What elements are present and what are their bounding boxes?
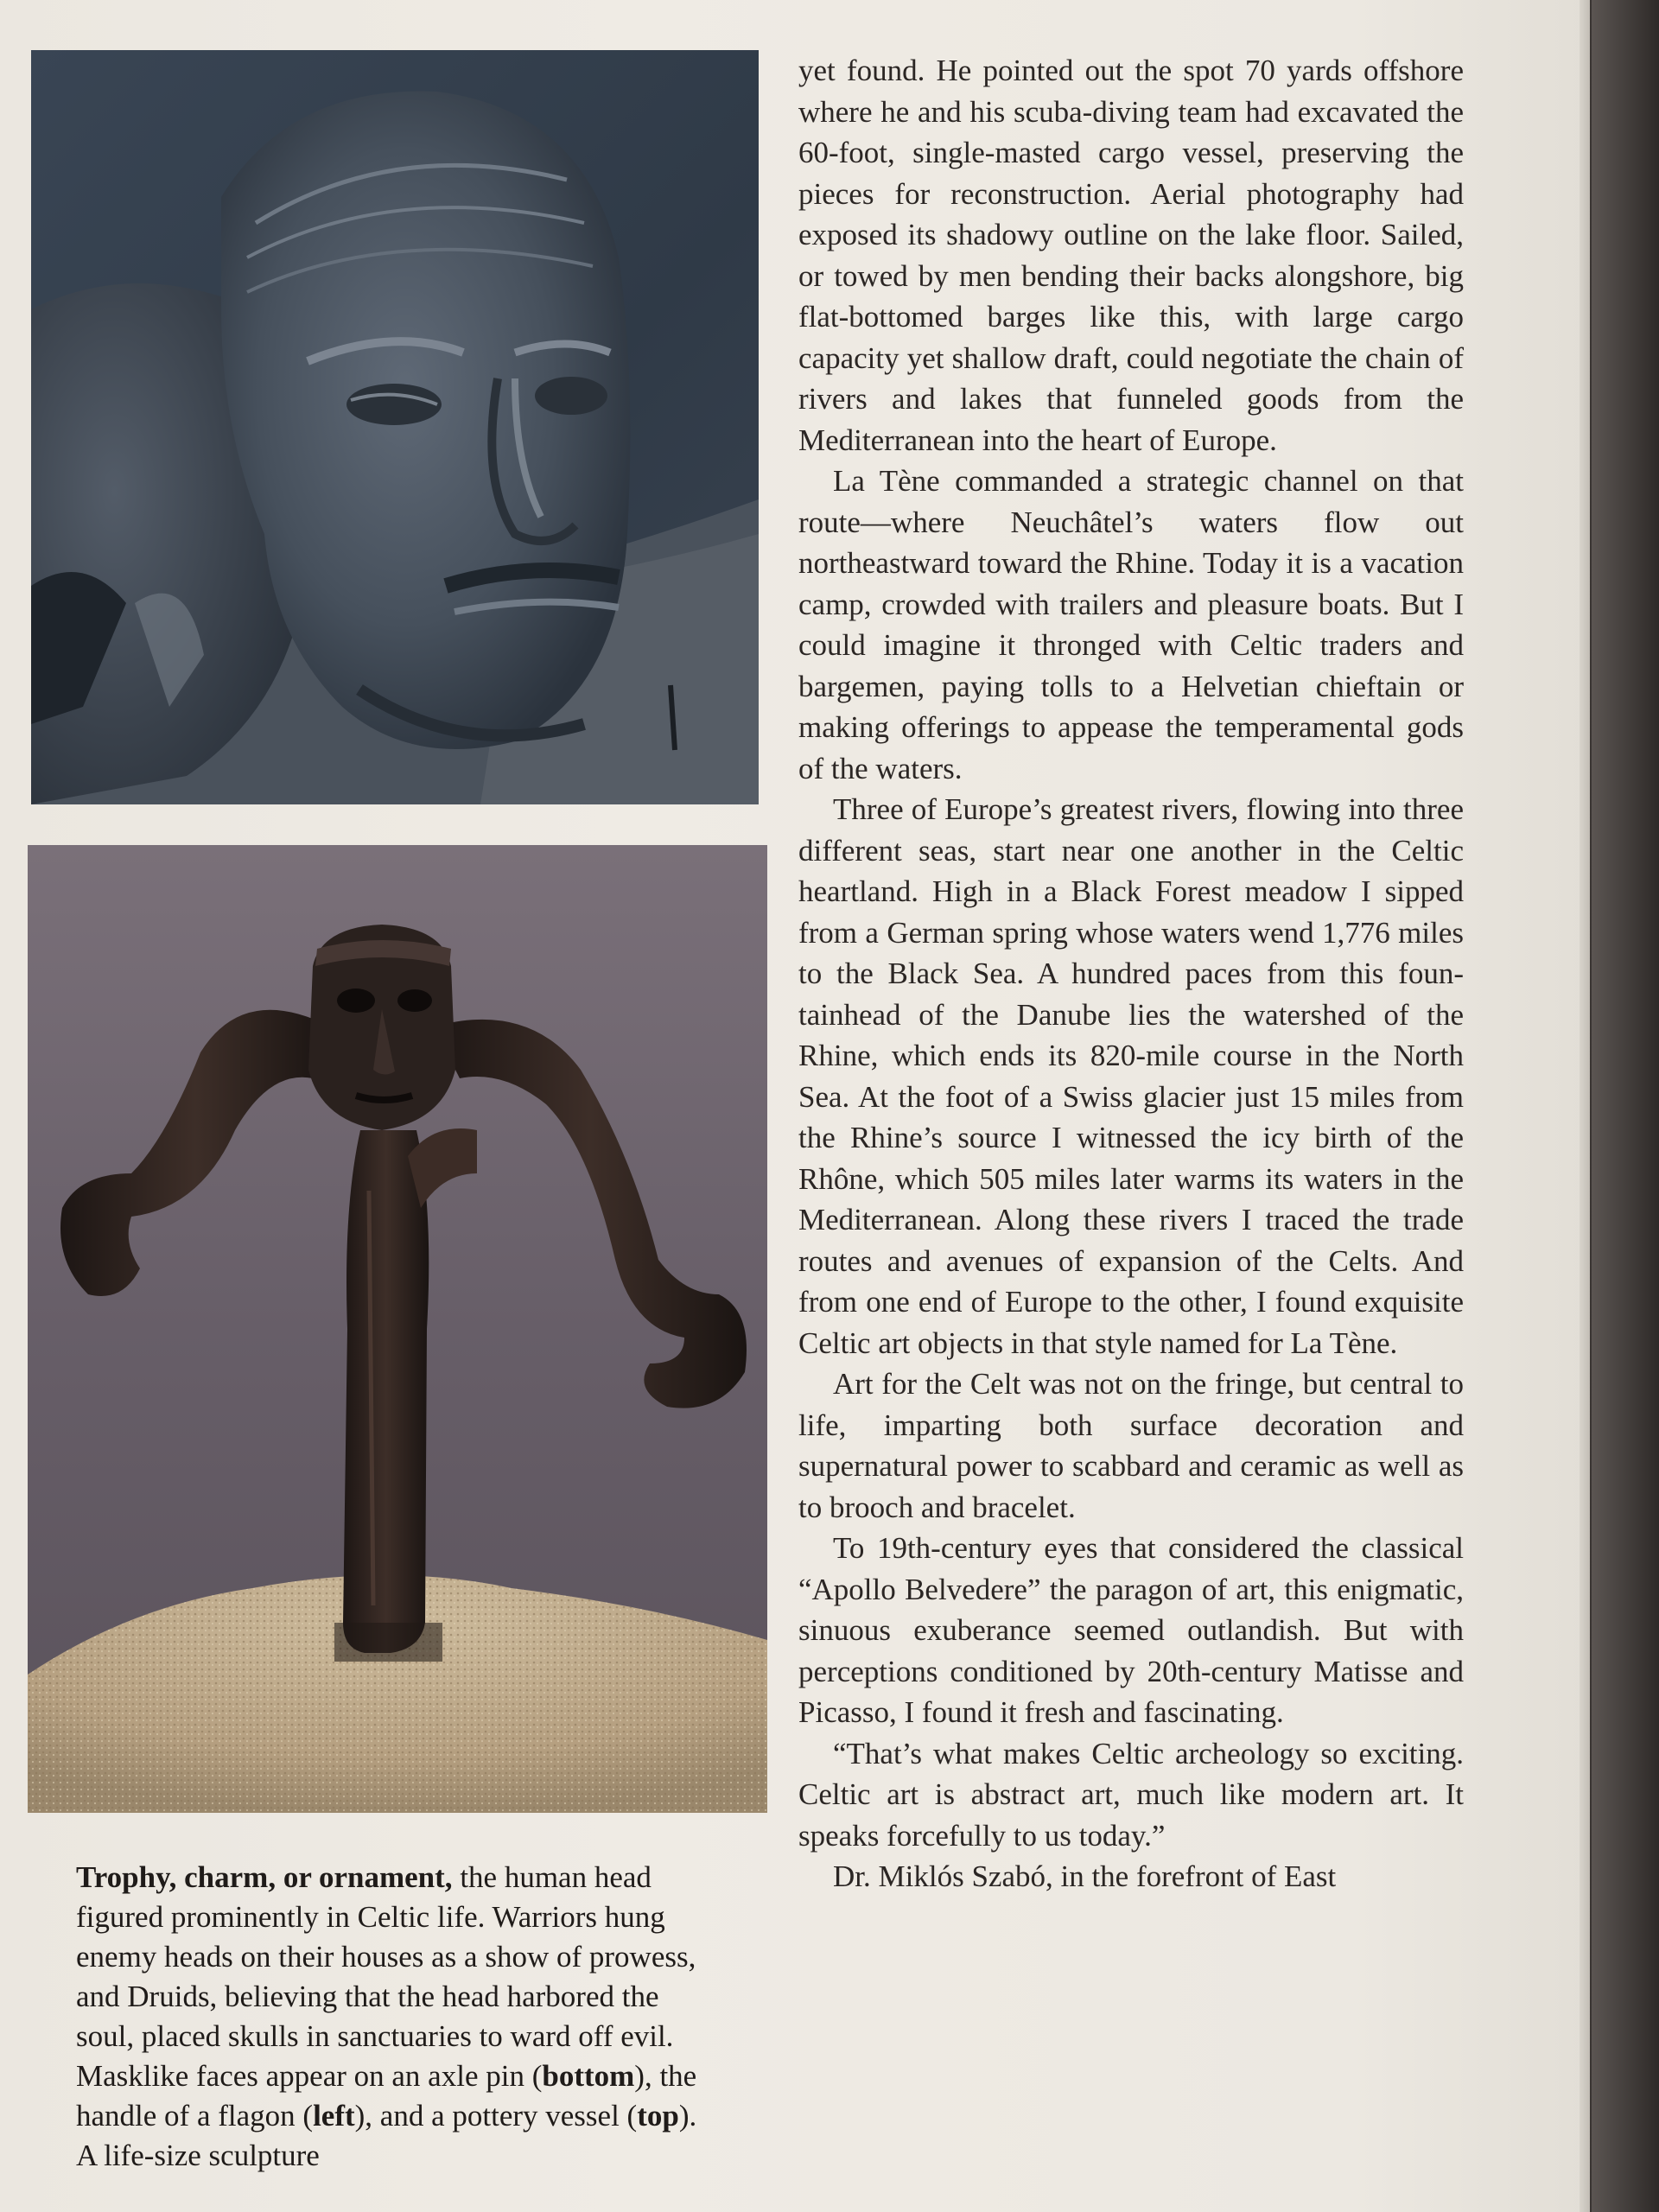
- stone-head-photo: [31, 50, 759, 804]
- axle-pin-illustration: [28, 845, 767, 1813]
- caption-segment: ), and a pottery vessel (: [354, 2099, 638, 2133]
- axle-pin-photo: [28, 845, 767, 1813]
- article-paragraph: Art for the Celt was not on the fringe, but central to life, imparting both surface decoration and supernatural power to scabbard and ceramic as well as to brooch and bracelet.: [798, 1367, 1464, 1524]
- caption-text: [76, 1858, 698, 2176]
- caption-segment: ). A life-size sculpture: [76, 2099, 697, 2172]
- article-paragraph: La Tène commanded a strategic channel on that route—where Neuchâtel’s waters flow out northeastward toward the Rhine. Today it is a vacation camp, crowded with trailers and pleasure boats. But I could imagine it thronged with Celtic traders and bargemen, paying tolls to a Helvetian chieftain or making offerings to appease the temperamental gods of the waters.: [798, 464, 1464, 785]
- caption-segment: ), the handle of a flagon (: [76, 2059, 697, 2133]
- caption-ref-bottom: bottom: [542, 2059, 635, 2093]
- article-body: [798, 50, 1464, 1897]
- article-paragraph: “That’s what makes Celtic archeology so exciting. Celtic art is abstract art, much like modern art. It speaks forcefully to us today.”: [798, 1736, 1464, 1853]
- caption-segment: the human head figured prominently in Celtic life. Warriors hung enemy heads on their houses as a show of prowess, and Druids, believing that the head harbored the soul, placed skulls in sanctuaries to ward off evil. Masklike faces appear on an axle pin (: [76, 1860, 696, 2093]
- page-edge: [1580, 0, 1590, 2212]
- article-paragraph: Dr. Miklós Szabó, in the forefront of East: [833, 1859, 1337, 1893]
- photo-caption: [76, 1858, 698, 2176]
- article-paragraph: Three of Europe’s greatest rivers, flowing into three different seas, start near one another in the Celtic heartland. High in a Black Forest meadow I sipped from a German spring whose waters wend 1,776 miles to the Black Sea. A hundred paces from this fountainhead of the Danube lies the watershed of the Rhine, which ends its 820-mile course in the North Sea. At the foot of a Swiss glacier just 15 miles from the Rhine’s source I witnessed the icy birth of the Rhône, which 505 miles later warms its waters in the Mediterranean. Along these rivers I traced the trade routes and avenues of expansion of the Celts. And from one end of Europe to the other, I found exquisite Celtic art objects in that style named for La Tène.: [798, 792, 1464, 1360]
- article-paragraph: To 19th-century eyes that considered the classical “Apollo Belvedere” the paragon of art, this enigmatic, sinuous exuberance seemed outlandish. But with perceptions conditioned by 20th-century Matisse and Picasso, I found it fresh and fascinating.: [798, 1531, 1464, 1729]
- caption-ref-left: left: [313, 2099, 355, 2133]
- stone-head-illustration: [31, 50, 759, 804]
- article-paragraph: yet found. He pointed out the spot 70 yards offshore where he and his scuba-diving team had excavated the 60-foot, single-masted cargo vessel, preserving the pieces for reconstruction. Aerial photography had exposed its shadowy outline on the lake floor. Sailed, or towed by men bending their backs alongshore, big flat-bottomed barges like this, with large cargo capacity yet shallow draft, could negotiate the chain of rivers and lakes that funneled goods from the Mediterranean into the heart of Europe.: [798, 54, 1464, 457]
- caption-lead: Trophy, charm, or ornament,: [76, 1860, 453, 1894]
- book-background: [1592, 0, 1659, 2212]
- caption-ref-top: top: [637, 2099, 679, 2133]
